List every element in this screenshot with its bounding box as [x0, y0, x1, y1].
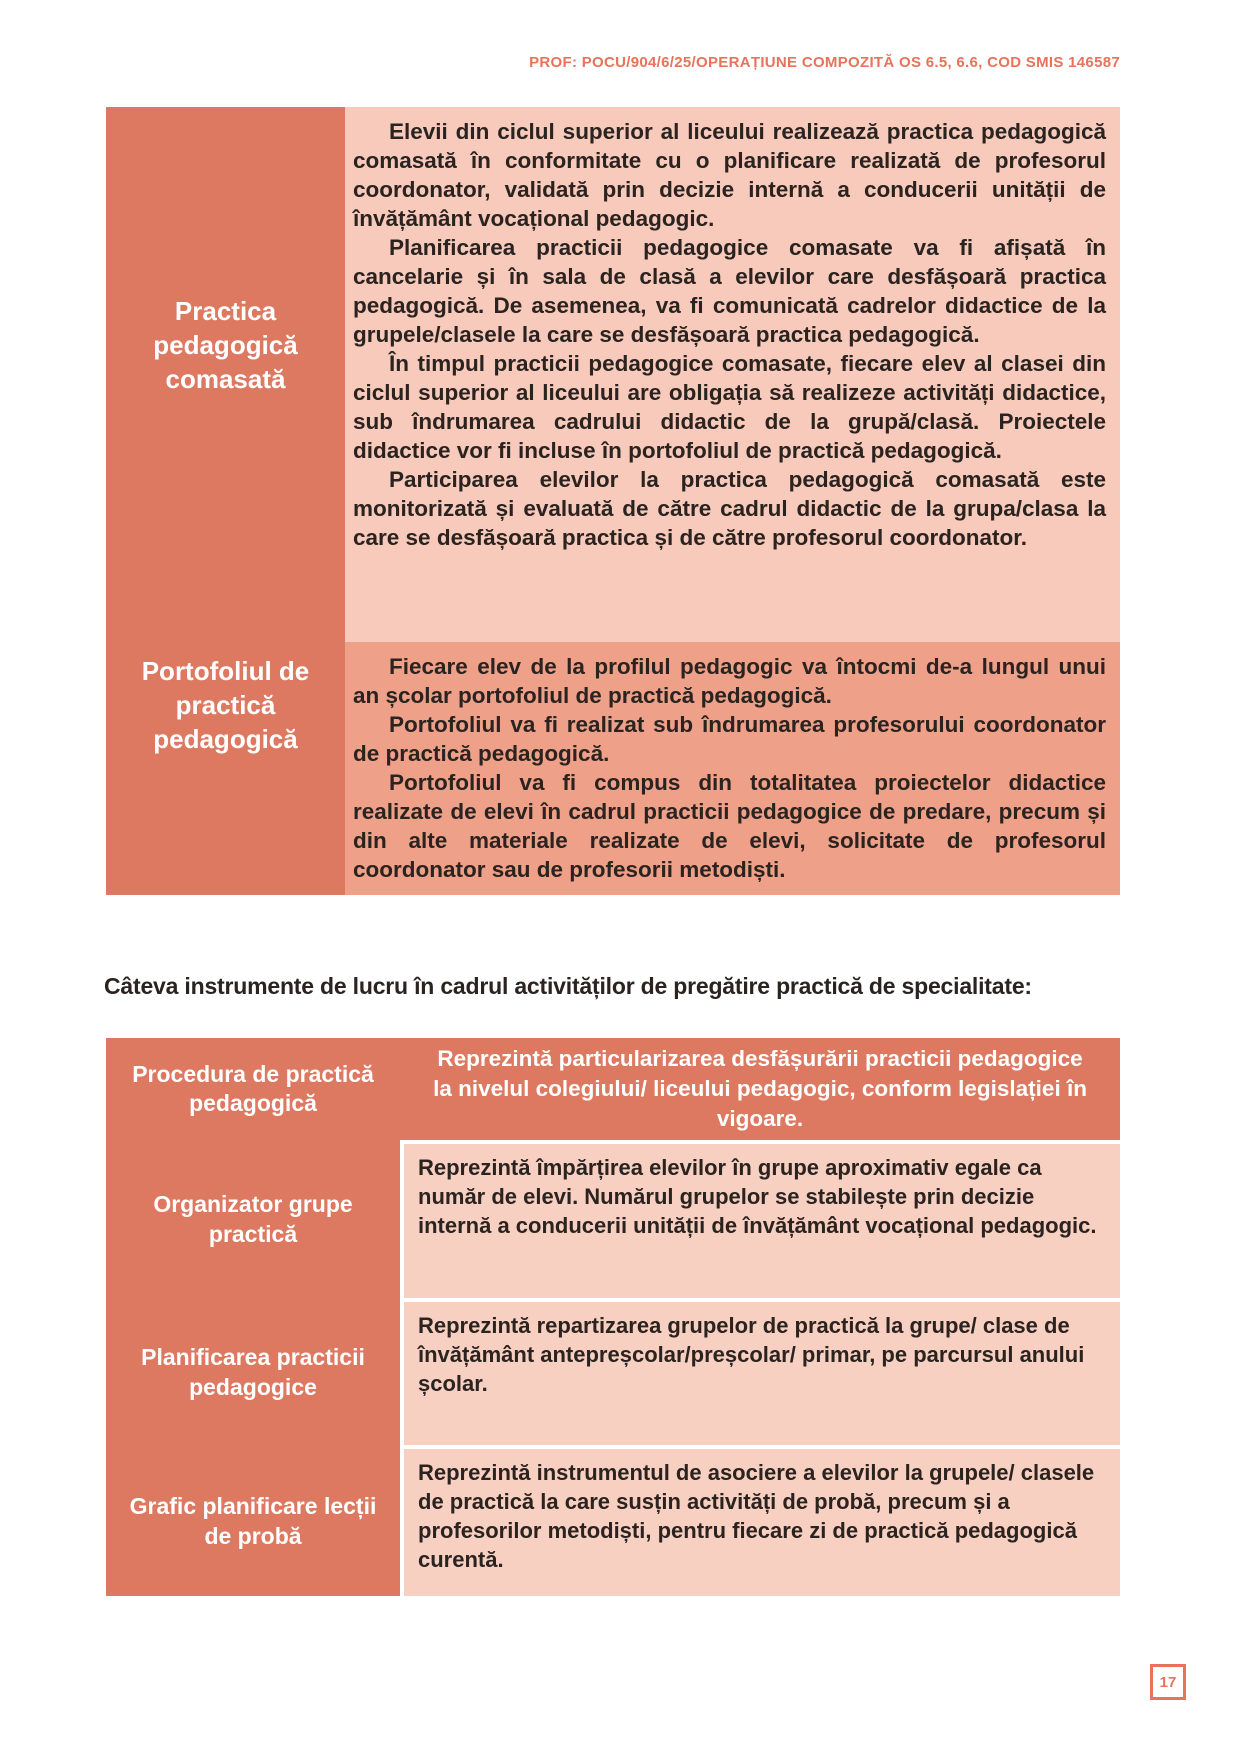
row-description: Reprezintă împărțirea elevilor în grupe aproximativ egale ca număr de elevi. Numărul grupelor se stabilește prin decizie internă a conducerii unității de învățământ vocațional pedagogic. — [404, 1144, 1120, 1298]
paragraph: Fiecare elev de la profilul pedagogic va întocmi de-a lungul unui an școlar portofoliul de practică pedagogică. — [353, 654, 1106, 708]
paragraph: Portofoliul va fi realizat sub îndrumarea profesorului coordonator de practică pedagogică. — [353, 712, 1106, 766]
table-row — [106, 642, 1120, 895]
instruments-table — [106, 1038, 1120, 1596]
practice-table — [106, 107, 1120, 895]
row-label: Planificarea practicii pedagogice — [141, 1343, 365, 1400]
table-header-row — [106, 1038, 1120, 1140]
row-label: Procedura de practică pedagogică — [132, 1061, 374, 1116]
label-column — [106, 1140, 400, 1596]
description-column — [400, 1140, 1120, 1596]
row-description: Reprezintă instrumentul de asociere a elevilor la grupele/ clasele de practică la care susțin activități de probă, precum și a profesorilor metodiști, pentru fiecare zi de practică pedagogică curentă. — [404, 1449, 1120, 1596]
row-label: Practica pedagogică comasată — [106, 107, 345, 642]
project-reference: PROF: POCU/904/6/25/OPERAȚIUNE COMPOZITĂ OS 6.5, 6.6, COD SMIS 146587 — [529, 54, 1120, 71]
paragraph: Elevii din ciclul superior al liceului realizează practica pedagogică comasată în conformitate cu o planificare realizată de profesorul coordonator, validată prin decizie internă a conducerii unității de învățământ vocațional pedagogic. — [353, 119, 1106, 231]
table-body — [106, 1140, 1120, 1596]
section-heading: Câteva instrumente de lucru în cadrul activităților de pregătire practică de specialitate: — [104, 973, 1032, 999]
page-number: 17 — [1159, 1673, 1177, 1691]
paragraph: Participarea elevilor la practica pedagogică comasată este monitorizată și evaluată de către cadrul didactic de la grupa/clasa la care se desfășoară practica și de către profesorul coordonator. — [353, 467, 1106, 550]
row-description — [345, 642, 1120, 895]
table-row — [106, 107, 1120, 642]
paragraph: În timpul practicii pedagogice comasate, fiecare elev al clasei din ciclul superior al liceului are obligația să realizeze activități didactice, sub îndrumarea cadrului didactic de la grupă/clasă. Proiectele didactice vor fi incluse în portofoliul de practică pedagogică. — [353, 351, 1106, 463]
paragraph: Planificarea practicii pedagogice comasate va fi afișată în cancelarie și în sala de clasă a elevilor care desfășoară practica pedagogică. De asemenea, va fi comunicată cadrelor didactice de la grupele/clasele la care se desfășoară practica pedagogică. — [353, 235, 1106, 347]
row-description: Reprezintă particularizarea desfășurării practicii pedagogice la nivelul colegiului/ liceului pedagogic, conform legislației în vigoare. — [433, 1046, 1087, 1131]
row-description: Reprezintă repartizarea grupelor de practică la grupe/ clase de învățământ antepreșcolar/preșcolar/ primar, pe parcursul anului școlar. — [404, 1302, 1120, 1445]
page-number-badge — [1150, 1664, 1186, 1700]
row-description — [345, 107, 1120, 642]
row-label: Organizator grupe practică — [153, 1191, 353, 1247]
row-label: Grafic planificare lecții de probă — [129, 1492, 377, 1549]
row-label: Portofoliul de practică pedagogică — [106, 642, 345, 895]
paragraph: Portofoliul va fi compus din totalitatea proiectelor didactice realizate de elevi în cadrul practicii pedagogice de predare, precum și din alte materiale realizate de elevi, solicitate de profesorul coordonator sau de profesorii metodiști. — [353, 770, 1106, 882]
